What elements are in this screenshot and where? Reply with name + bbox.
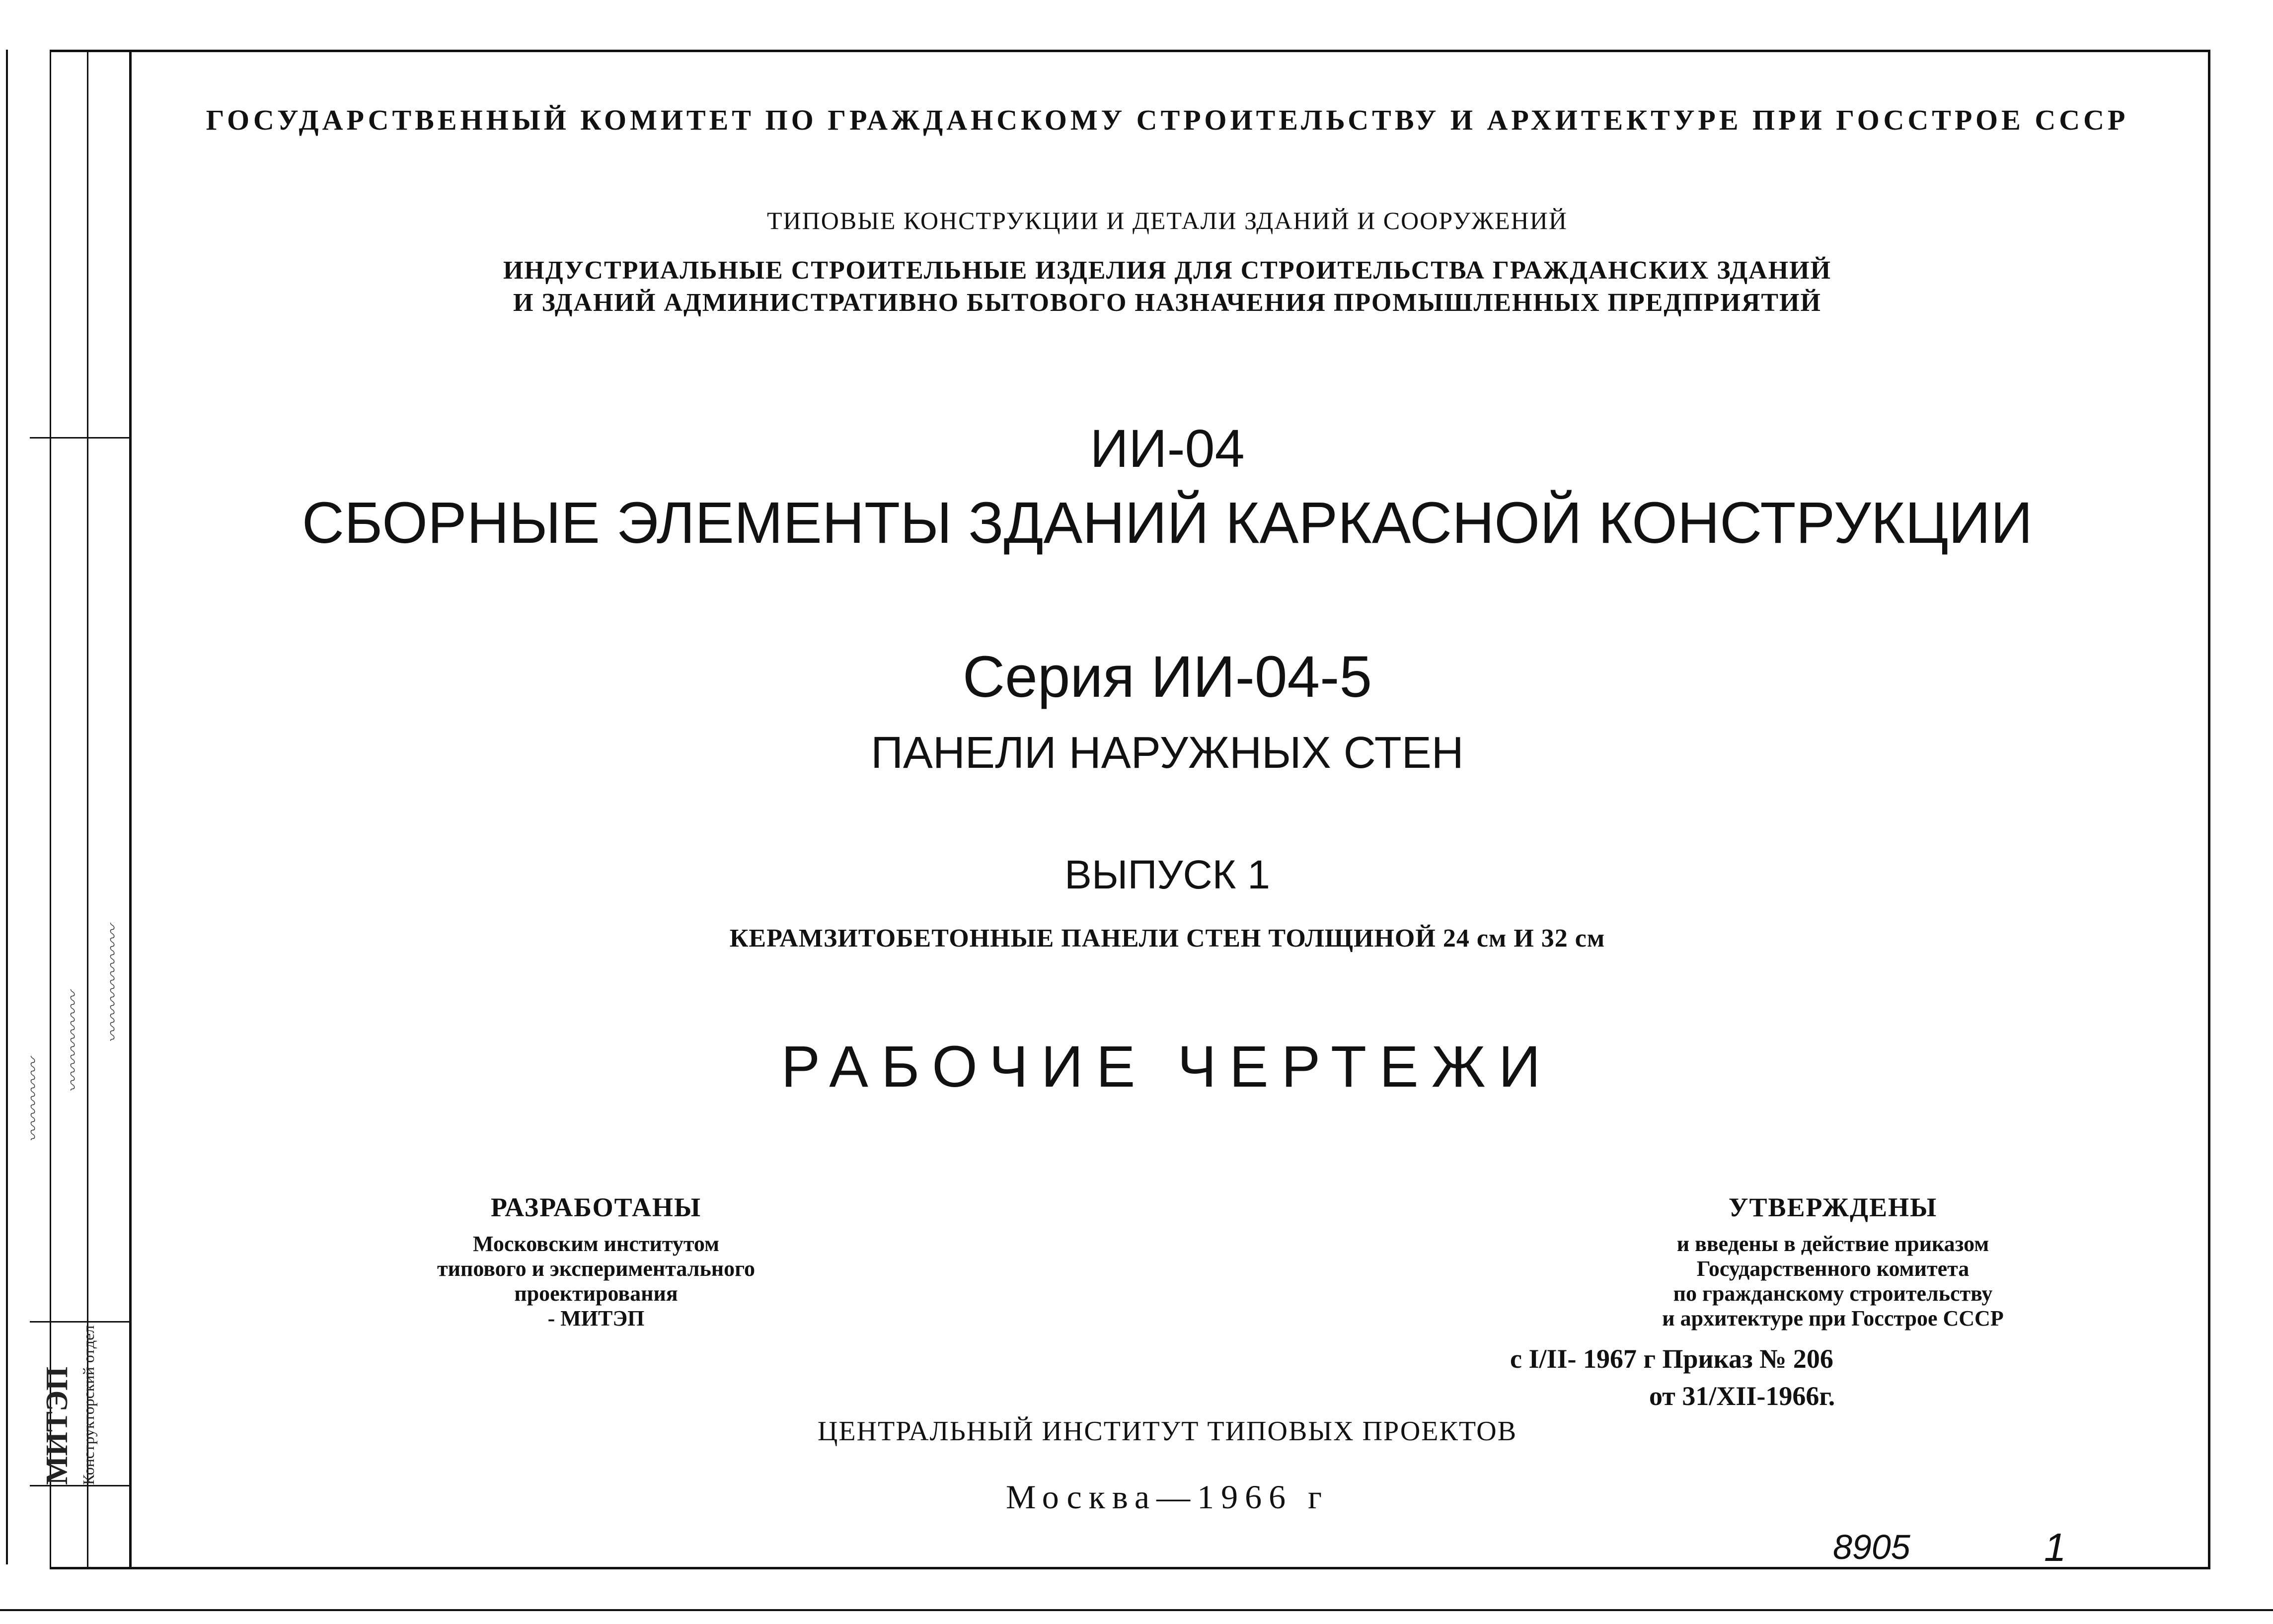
main-title: СБОРНЫЕ ЭЛЕМЕНТЫ ЗДАНИЙ КАРКАСНОЙ КОНСТРУКЦИИ <box>302 490 2033 556</box>
signature-scribble: 〰〰〰〰〰 <box>25 1058 43 1142</box>
stamp-hline-2 <box>30 1321 129 1323</box>
developed-heading: РАЗРАБОТАНЫ <box>491 1192 701 1222</box>
central-institute: ЦЕНТРАЛЬНЫЙ ИНСТИТУТ ТИПОВЫХ ПРОЕКТОВ <box>817 1416 1517 1447</box>
order-line: с I/II- 1967 г Приказ № 206 <box>1510 1344 1833 1374</box>
panels-description: КЕРАМЗИТОБЕТОННЫЕ ПАНЕЛИ СТЕН ТОЛЩИНОЙ 24 см И 32 см <box>729 924 1605 953</box>
frame-bottom <box>50 1567 2210 1569</box>
signature-scribble: 〰〰〰〰〰〰〰 <box>104 925 123 1043</box>
working-drawings: РАБОЧИЕ ЧЕРТЕЖИ <box>781 1034 1554 1100</box>
industrial-line-2: И ЗДАНИЙ АДМИНИСТРАТИВНО БЫТОВОГО НАЗНАЧЕНИЯ ПРОМЫШЛЕННЫХ ПРЕДПРИЯТИЙ <box>513 289 1821 317</box>
stamp-divider-1 <box>50 50 51 1569</box>
sheet-page: 1 <box>2044 1525 2066 1569</box>
stamp-hline-1 <box>30 437 129 439</box>
stamp-org: МИТЭП <box>40 1366 74 1485</box>
sheet-number: 8905 <box>1833 1528 1910 1566</box>
committee-header: ГОСУДАРСТВЕННЫЙ КОМИТЕТ ПО ГРАЖДАНСКОМУ СТРОИТЕЛЬСТВУ И АРХИТЕКТУРЕ ПРИ ГОССТРОЕ СССР <box>206 104 2129 136</box>
industrial-line-1: ИНДУСТРИАЛЬНЫЕ СТРОИТЕЛЬНЫЕ ИЗДЕЛИЯ ДЛЯ СТРОИТЕЛЬСТВА ГРАЖДАНСКИХ ЗДАНИЙ <box>503 256 1832 285</box>
subtitle: ПАНЕЛИ НАРУЖНЫХ СТЕН <box>871 728 1464 778</box>
approved-heading: УТВЕРЖДЕНЫ <box>1728 1192 1938 1222</box>
page-bottom-rule <box>0 1609 2273 1611</box>
stamp-hline-3 <box>30 1485 129 1486</box>
issue-number: ВЫПУСК 1 <box>1064 852 1270 897</box>
signature-scribble: 〰〰〰〰〰〰 <box>65 991 83 1093</box>
approved-body: и введены в действие приказом Государственного комитета по гражданскому строительству и архитектуре при Госстрое СССР <box>1662 1232 2004 1330</box>
city-year: Москва—1966 г <box>1006 1478 1329 1516</box>
document-code: ИИ-04 <box>1090 418 1245 478</box>
stamp-dept: Конструкторский отдел <box>79 1325 97 1485</box>
order-date: от 31/XII-1966г. <box>1649 1381 1835 1411</box>
page-left-rule <box>6 50 8 1564</box>
frame-top <box>50 50 2210 52</box>
developed-body: Московским институтом типового и экспериментального проектирования - МИТЭП <box>437 1232 755 1330</box>
series-title: Серия ИИ-04-5 <box>962 644 1372 710</box>
typical-constructions: ТИПОВЫЕ КОНСТРУКЦИИ И ДЕТАЛИ ЗДАНИЙ И СООРУЖЕНИЙ <box>767 207 1568 234</box>
